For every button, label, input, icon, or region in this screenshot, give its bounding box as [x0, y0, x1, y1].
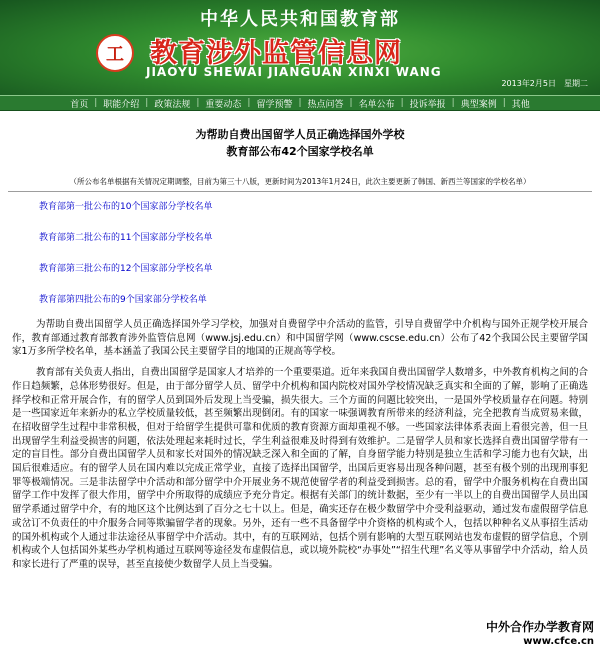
main-nav [0, 95, 600, 111]
nav-item-faq[interactable]: 热点问答 [307, 99, 344, 110]
watermark-site-name: 中外合作办学教育网 [485, 620, 594, 634]
nav-item-complaints[interactable]: 投诉举报 [409, 99, 446, 110]
article-title: 为帮助自费出国留学人员正确选择国外学校 [195, 128, 405, 141]
list-link-batch-3[interactable]: 教育部第三批公布的12个国家部分学校名单 [39, 264, 213, 274]
nav-item-functions[interactable]: 职能介绍 [103, 99, 140, 110]
update-notice: （所公布名单根据有关情况定期调整，目前为第三十八版，更新时间为2013年1月24日，此次主要更新了韩国、新西兰等国家的学校名单） [69, 177, 531, 186]
nav-separator: | [145, 98, 149, 108]
site-watermark [486, 618, 594, 647]
list-link-batch-2[interactable]: 教育部第二批公布的11个国家部分学校名单 [39, 233, 213, 243]
nav-separator: | [196, 98, 200, 108]
header-date: 2013年2月5日 星期二 [501, 79, 588, 88]
watermark-url: www.cfce.cn [523, 636, 594, 647]
ministry-logo-icon [96, 34, 134, 72]
article-subtitle: 教育部公布42个国家学校名单 [226, 145, 374, 158]
nav-separator: | [349, 98, 353, 108]
list-link-batch-4[interactable]: 教育部第四批公布的9个国家部分学校名单 [39, 295, 207, 305]
nav-separator: | [247, 98, 251, 108]
article-paragraph-2: 教育部有关负责人指出，自费出国留学是国家人才培养的一个重要渠道。近年来我国自费出国留学人数增多，中外教育机构之间的合作日趋频繁，总体形势很好。但是，由于部分留学人员、留学中介机构和国内院校对国外学校情况缺乏真实和全面的了解，影响了正确选择学校和正常开展合作，有的留学人员到国外后发现上当受骗，损失很大。三个方面的问题比较突出，一是国外学校质量存在问题。特别是一些国家近年来新办的私立学校质量较低，甚至频繁出现倒闭。有的国家一味强调教育所带来的经济利益，完全把教育当成贸易来做，在招收留学生过程中非常积极，但对于给留学生提供可靠和优质的教育资源方面却重视不够。一些国家法律体系表面上看很完善，但一旦出现留学生利益受损害的问题，依法处理起来耗时过长，学生利益很难及时得到有效维护。二是留学人员和家长选择自费出国留学带有一定的盲目性。部分自费出国留学人员和家长对国外的情况缺乏深入和全面的了解，自身留学能力特别是独立生活和学习能力也有欠缺，出国后很难适应。有的留学人员在国内难以完成正常学业，直接了选择出国留学，出国后更容易出现各种问题，甚至有极个别的出现刑事犯罪等极端情况。三是非法留学中介活动和部分留学中介开展业务不规范使留学者的利益受到损害。总的看，留学中介服务机构在自费出国留学工作中发挥了很大作用，留学中介所取得的成绩应予充分肯定。根据有关部门的统计数据，至少有一半以上的自费出国留学人员出国留学系通过留学中介，有的地区这个比例达到了百分之七十以上。但是，确实还存在极少数留学中介受利益驱动，通过发布虚假留学信息或岔订不负责任的中介服务合同等欺骗留学者的现象。另外，还有一些不具备留学中介资格的机构或个人，包括以种种名义从事招生活动的国外机构或个人通过非法途径从事留学中介活动。其中，有的互联网站，包括个别有影响的大型互联网站也发布虚假的留学信息，个别机构或个人包括国外某些办学机构通过互联网等途径发布虚假信息，或以境外院校“办事处”“招生代理”名义等从事留学中介活动，给人员和家长进行了严重的误导，甚至直接使少数留学人员上当受骗。 [12, 367, 588, 570]
list-link-batch-1[interactable]: 教育部第一批公布的10个国家部分学校名单 [39, 202, 213, 212]
divider [8, 191, 592, 192]
nav-separator: | [400, 98, 404, 108]
logo-glyph: 工 [106, 44, 124, 65]
nav-separator: | [451, 98, 455, 108]
nav-item-warnings[interactable]: 留学预警 [256, 99, 293, 110]
nav-item-home[interactable]: 首页 [70, 99, 89, 110]
nav-separator: | [94, 98, 98, 108]
nav-item-policies[interactable]: 政策法规 [154, 99, 191, 110]
nav-separator: | [298, 98, 302, 108]
nav-item-other[interactable]: 其他 [511, 99, 530, 110]
nav-item-cases[interactable]: 典型案例 [460, 99, 497, 110]
article-paragraph-1: 为帮助自费出国留学人员正确选择国外学习学校，加强对自费留学中介活动的监管，引导自费留学中介机构与国外正规学校开展合作，教育部通过教育部教育涉外监管信息网（www.jsj.edu.cn）和中国留学网（www.cscse.edu.cn）公布了42个我国公民主要留学国家1万多所学校名单，基本涵盖了我国公民主要留学目的地国的正规高等学校。 [12, 319, 588, 358]
nav-separator: | [502, 98, 506, 108]
site-header-banner [0, 0, 600, 95]
school-list-links [39, 202, 600, 305]
site-name-pinyin: JIAOYU SHEWAI JIANGUAN XINXI WANG [146, 65, 442, 79]
ministry-name: 中华人民共和国教育部 [200, 9, 400, 30]
site-name: 教育涉外监管信息网 [150, 38, 402, 69]
nav-item-lists[interactable]: 名单公布 [358, 99, 395, 110]
nav-item-news[interactable]: 重要动态 [205, 99, 242, 110]
